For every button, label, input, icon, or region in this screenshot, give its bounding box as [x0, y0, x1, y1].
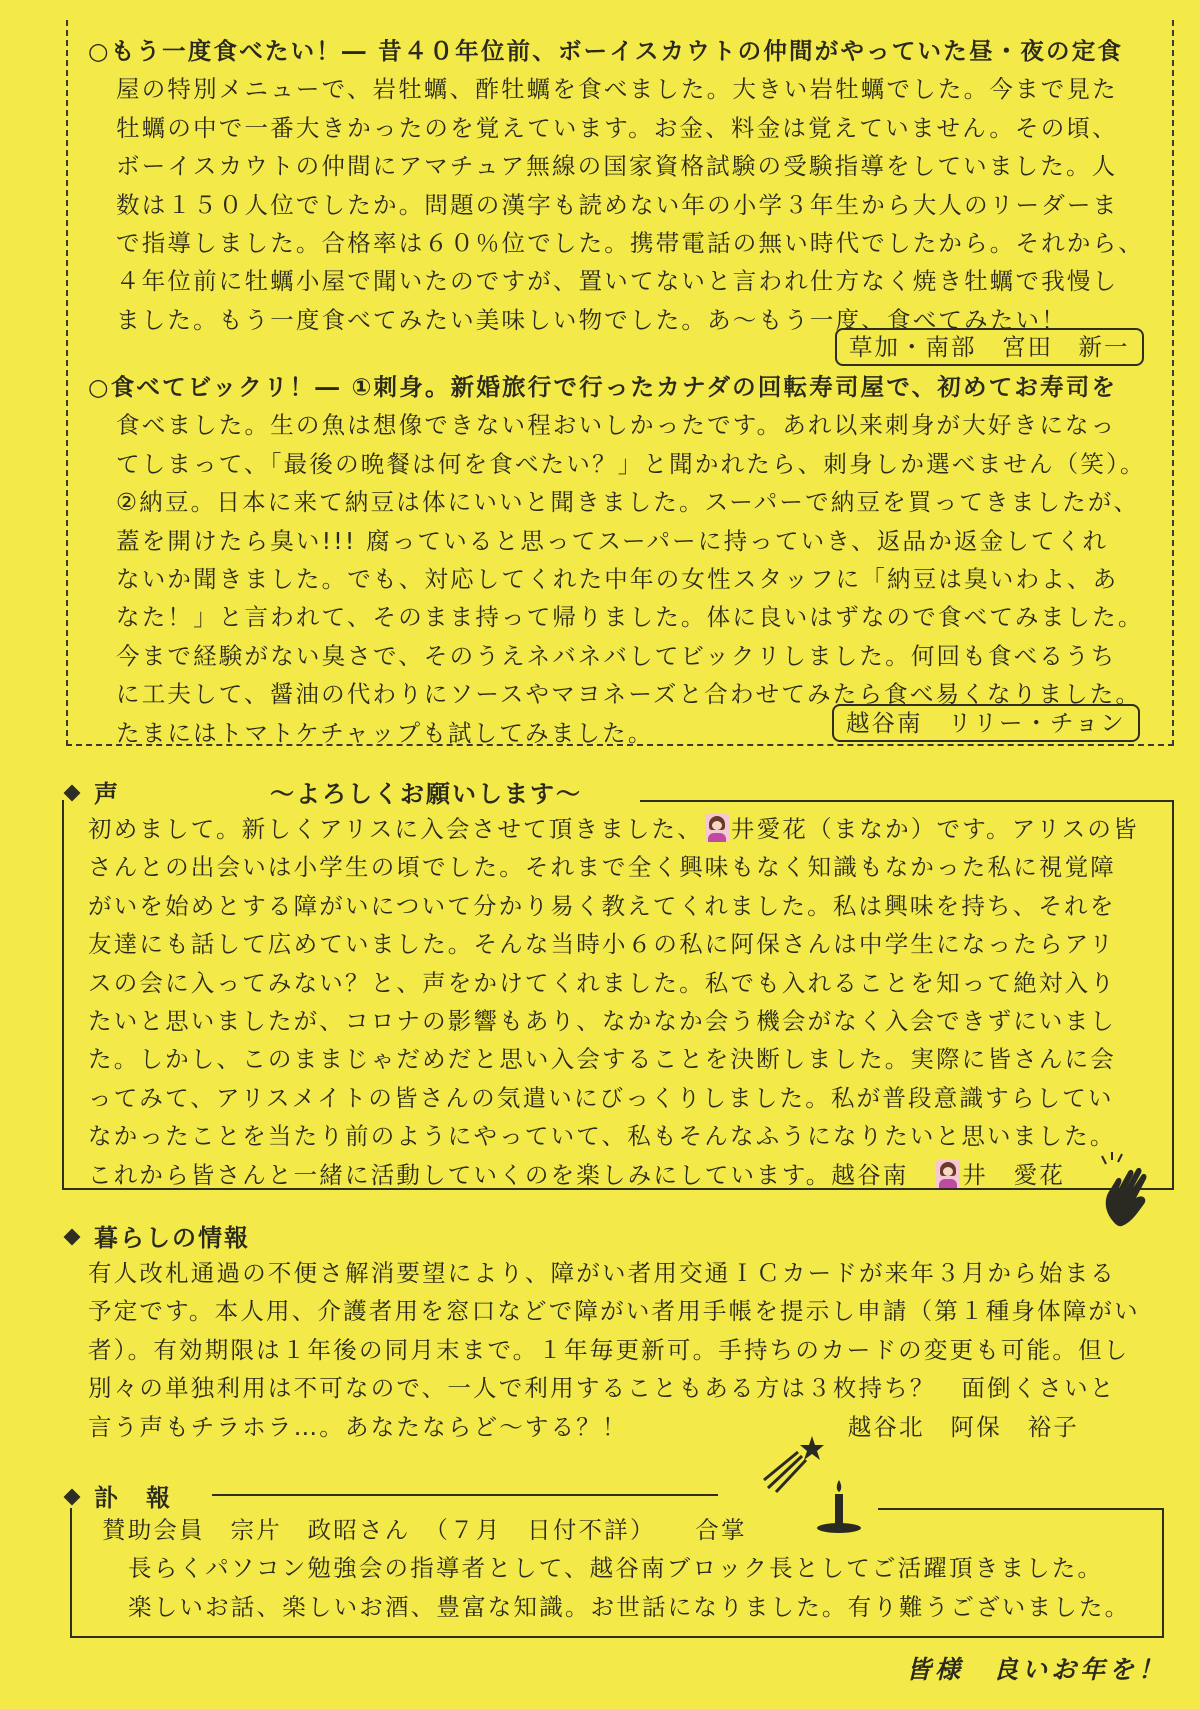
living-body: [88, 1254, 1140, 1446]
waving-hand-icon: [1098, 1150, 1160, 1230]
voice-line: さんとの出会いは小学生の頃でした。それまで全く興味もなく知識もなかった私に視覚障: [88, 853, 1116, 882]
living-line: 別々の単独利用は不可なので、一人で利用することもある方は３枚持ち？ 面倒くさいと: [88, 1374, 1116, 1403]
obituary-body: [102, 1511, 1130, 1626]
entry-line: 屋の特別メニューで、岩牡蠣、酢牡蠣を食べました。大きい岩牡蠣でした。今まで見た: [116, 75, 1118, 104]
living-line: 者）。有効期限は１年後の同月末まで。１年毎更新可。手持ちのカードの変更も可能。但し: [88, 1335, 1130, 1364]
living-line: 言う声もチラホラ…。あなたならど～する？！ 越谷北 阿保 裕子: [88, 1412, 1080, 1441]
entry-line: 食べました。生の魚は想像できない程おいしかったです。あれ以来刺身が大好きになっ: [116, 411, 1117, 440]
divider: [212, 1494, 718, 1496]
entry-line: 牡蠣の中で一番大きかったのを覚えています。お金、料金は覚えていません。その頃、: [116, 113, 1118, 142]
entry-line: ボーイスカウトの仲間にアマチュア無線の国家資格試験の受験指導をしていました。人: [116, 152, 1118, 181]
girl-avatar-icon: [705, 814, 729, 842]
voice-subtitle: ～よろしくお願いします～: [270, 780, 582, 808]
diamond-bullet-icon: [64, 1489, 81, 1506]
entry-line: 数は１５０人位でしたか。問題の漢字も読めない年の小学３年生から大人のリーダーま: [116, 190, 1119, 219]
voice-line: なかったことを当たり前のようにやっていて、私もそんなふうになりたいと思いました。: [88, 1122, 1116, 1151]
voice-line: スの会に入ってみない？と、声をかけてくれました。私でも入れることを知って絶対入り: [88, 968, 1116, 997]
author-signature: 草加・南部 宮田 新一: [835, 328, 1144, 366]
entry-line: たまにはトマトケチャップも試してみました。: [116, 718, 654, 747]
section-heading-voice: 声 ～よろしくお願いします～: [66, 774, 582, 809]
living-line: 有人改札通過の不便さ解消要望により、障がい者用交通ＩＣカードが来年３月から始まる: [88, 1259, 1116, 1287]
diamond-bullet-icon: [64, 1229, 81, 1246]
entry-line: ○もう一度食べたい！― 昔４０年位前、ボーイスカウトの仲間がやっていた昼・夜の定食: [88, 37, 1124, 65]
voice-line: ってみて、アリスメイトの皆さんの気遣いにびっくりしました。私が普段意識すらしてい: [88, 1083, 1114, 1112]
author-signature: 越谷北 阿保 裕子: [847, 1412, 1080, 1441]
entry-line: 蓋を開けたら臭い!!! 腐っていると思ってスーパーに持っていき、返品か返金してくれ: [116, 526, 1109, 555]
voice-line: た。しかし、このままじゃだめだと思い入会することを決断しました。実際に皆さんに会: [88, 1045, 1116, 1074]
entry-line: てしまって、「最後の晩餐は何を食べたい？」と聞かれたら、刺身しか選べません（笑）。: [116, 449, 1146, 478]
girl-avatar-icon: [936, 1160, 960, 1188]
obituary-line: 長らくパソコン勉強会の指導者として、越谷南ブロック長としてご活躍頂きました。: [128, 1554, 1104, 1583]
entry-line: なた！」と言われて、そのまま持って帰りました。体に良いはずなので食べてみました。: [116, 603, 1144, 632]
voice-line: がいを始めとする障がいについて分かり易く教えてくれました。私は興味を持ち、それを: [88, 891, 1116, 920]
voice-line: 初めまして。新しくアリスに入会させて頂きました、 井愛花（まなか）です。アリスの皆: [88, 815, 1139, 843]
footer-greeting: 皆様 良いお年を！: [906, 1655, 1168, 1684]
entry-line: に工夫して、醤油の代わりにソースやマヨネーズと合わせてみたら食べ易くなりました。: [116, 680, 1142, 709]
voice-body: [88, 810, 1139, 1194]
author-signature: 越谷南 リリー・チョン: [832, 704, 1140, 742]
diamond-bullet-icon: [64, 785, 81, 802]
living-line: 予定です。本人用、介護者用を窓口などで障がい者用手帳を提示し申請（第１種身体障がい: [88, 1297, 1140, 1326]
obituary-line: 賛助会員 宗片 政昭さん （７月 日付不詳） 合掌: [102, 1516, 747, 1544]
entry-line: 今まで経験がない臭さで、そのうえネバネバしてビックリしました。何回も食べるうち: [116, 641, 1117, 670]
entry-line: ないか聞きました。でも、対応してくれた中年の女性スタッフに「納豆は臭いわよ、あ: [116, 565, 1119, 594]
obituary-line: 楽しいお話、楽しいお酒、豊富な知識。お世話になりました。有り難うございました。: [128, 1592, 1131, 1621]
entry-line: ○食べてビックリ！― ①刺身。新婚旅行で行ったカナダの回転寿司屋で、初めてお寿司を: [88, 373, 1118, 401]
entry-line: ４年位前に牡蠣小屋で聞いたのですが、置いてないと言われ仕方なく焼き牡蠣で我慢し: [116, 267, 1119, 296]
voice-line: これから皆さんと一緒に活動していくのを楽しみにしています。越谷南 井 愛花: [88, 1160, 1066, 1189]
section-heading-obituary: 訃 報: [66, 1478, 172, 1513]
section-heading-living: 暮らしの情報: [66, 1218, 250, 1253]
entry-line: ました。もう一度食べてみたい美味しい物でした。あ～もう一度、食べてみたい！: [116, 305, 1067, 334]
entry-line: で指導しました。合格率は６０％位でした。携帯電話の無い時代でしたから。それから、: [116, 229, 1144, 258]
entry-surprise: [88, 368, 1146, 752]
entry-line: ②納豆。日本に来て納豆は体にいいと聞きました。スーパーで納豆を買ってきましたが、: [116, 488, 1140, 517]
entry-oysters: [88, 32, 1144, 339]
voice-line: たいと思いましたが、コロナの影響もあり、なかなか会う機会がなく入会できずにいまし: [88, 1007, 1116, 1036]
voice-line: 友達にも話して広めていました。そんな当時小６の私に阿保さんは中学生になったらアリ: [88, 930, 1116, 959]
